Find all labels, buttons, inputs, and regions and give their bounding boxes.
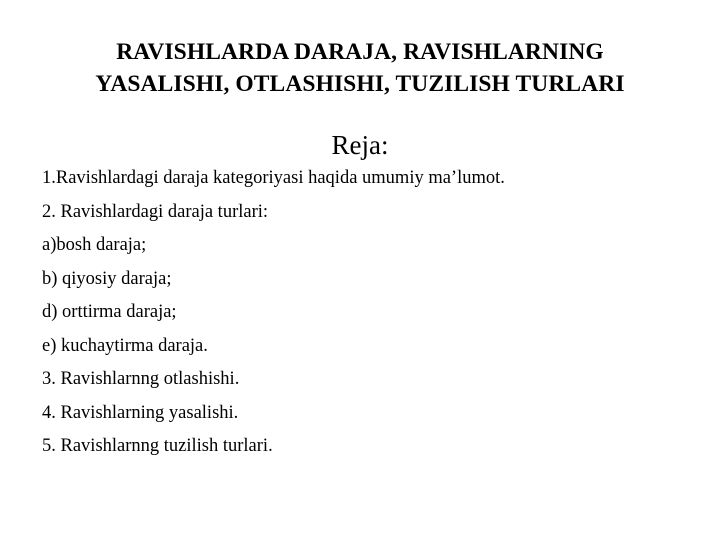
list-item: e) kuchaytirma daraja.: [42, 335, 208, 356]
page-title: [38, 36, 682, 101]
list-item: 5. Ravishlarnng tuzilish turlari.: [42, 436, 273, 457]
page-title-line-1: RAVISHLARDA DARAJA, RAVISHLARNING: [116, 39, 604, 65]
list-item: 4. Ravishlarning yasalishi.: [42, 402, 239, 423]
list-item: 3. Ravishlarnng otlashishi.: [42, 369, 240, 390]
list-item: d) orttirma daraja;: [42, 302, 177, 323]
list-item: 1.Ravishlardagi daraja kategoriyasi haqida umumiy ma’lumot.: [42, 168, 505, 189]
page-title-line-2: YASALISHI, OTLASHISHI, TUZILISH TURLARI: [95, 71, 625, 98]
list-item: a)bosh daraja;: [42, 235, 147, 256]
list-item: 2. Ravishlardagi daraja turlari:: [42, 201, 269, 222]
list-item: b) qiyosiy daraja;: [42, 268, 172, 289]
agenda-list: [38, 169, 682, 456]
section-heading: Reja:: [331, 129, 389, 160]
